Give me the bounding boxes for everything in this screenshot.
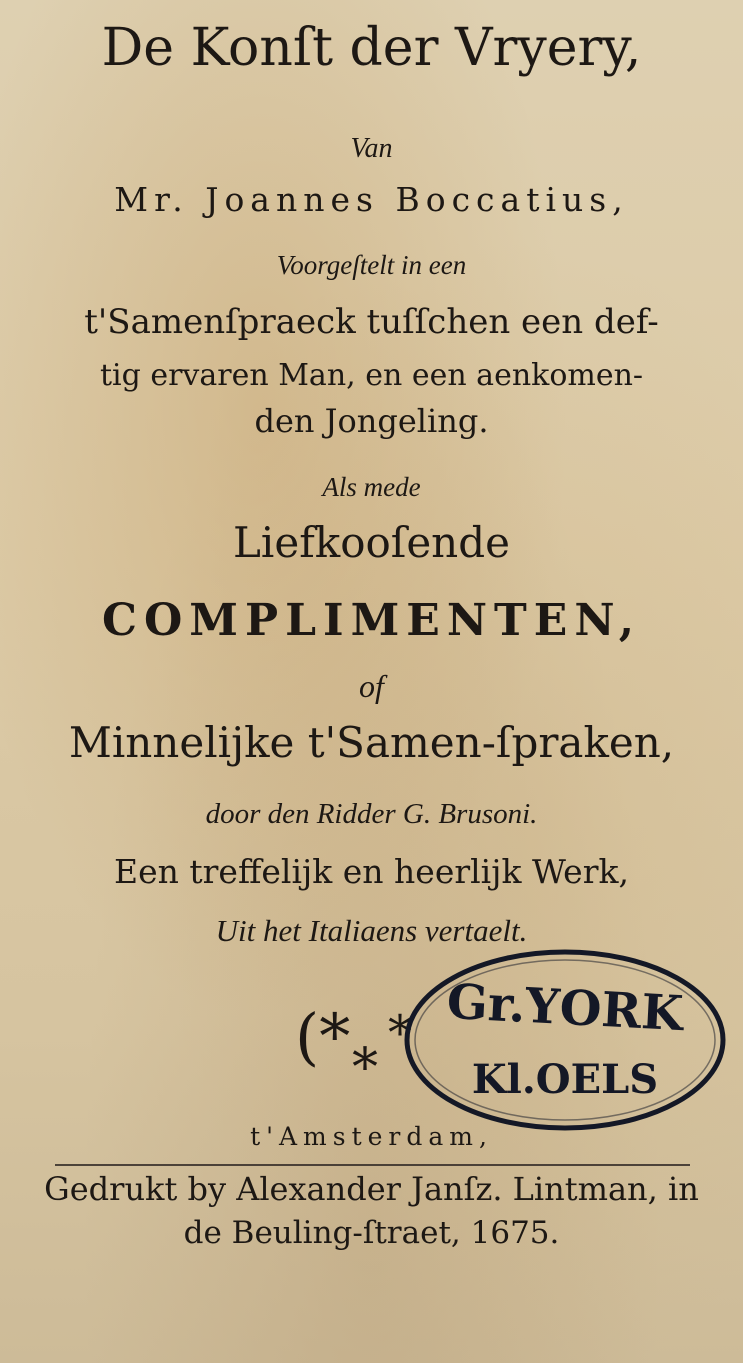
presented-line: Voorgeſtelt in een xyxy=(276,250,467,280)
author-name: Mr. Joannes Boccatius, xyxy=(114,180,629,219)
second-author-line: door den Ridder G. Brusoni. xyxy=(205,798,538,830)
printer-ornament-star-2: * xyxy=(388,1005,412,1061)
by-label: Van xyxy=(350,133,393,164)
imprint-address: de Beuling-ſtraet, 1675. xyxy=(183,1215,560,1251)
library-stamp xyxy=(400,942,730,1138)
subtitle-line-3: den Jongeling. xyxy=(254,402,489,440)
imprint-printer: Gedrukt by Alexander Janſz. Lintman, in xyxy=(44,1170,699,1208)
or-line: of xyxy=(359,668,384,704)
stamp-line-2: Kl.OELS xyxy=(471,1056,659,1103)
book-title: De Konſt der Vryery, xyxy=(101,18,642,78)
praise-line: Een treffelijk en heerlijk Werk, xyxy=(114,852,629,891)
imprint-rule xyxy=(55,1164,690,1166)
imprint-place: t'Amsterdam, xyxy=(250,1122,493,1151)
second-title-line-3: Minnelijke t'Samen-ſpraken, xyxy=(68,718,675,767)
second-title-line-2: COMPLIMENTEN, xyxy=(101,595,642,646)
printer-ornament-star: * xyxy=(352,1038,378,1098)
also-line: Als mede xyxy=(322,472,421,502)
second-title-line-1: Liefkooſende xyxy=(233,518,510,567)
subtitle-line-1: t'Samenſpraeck tuſſchen een def- xyxy=(84,302,659,342)
translation-line: Uit het Italiaens vertaelt. xyxy=(215,913,528,948)
printer-ornament: (* xyxy=(295,1000,351,1073)
subtitle-line-2: tig ervaren Man, en een aenkomen- xyxy=(99,358,644,393)
stamp-line-1: Gr.YORK xyxy=(445,973,685,1043)
